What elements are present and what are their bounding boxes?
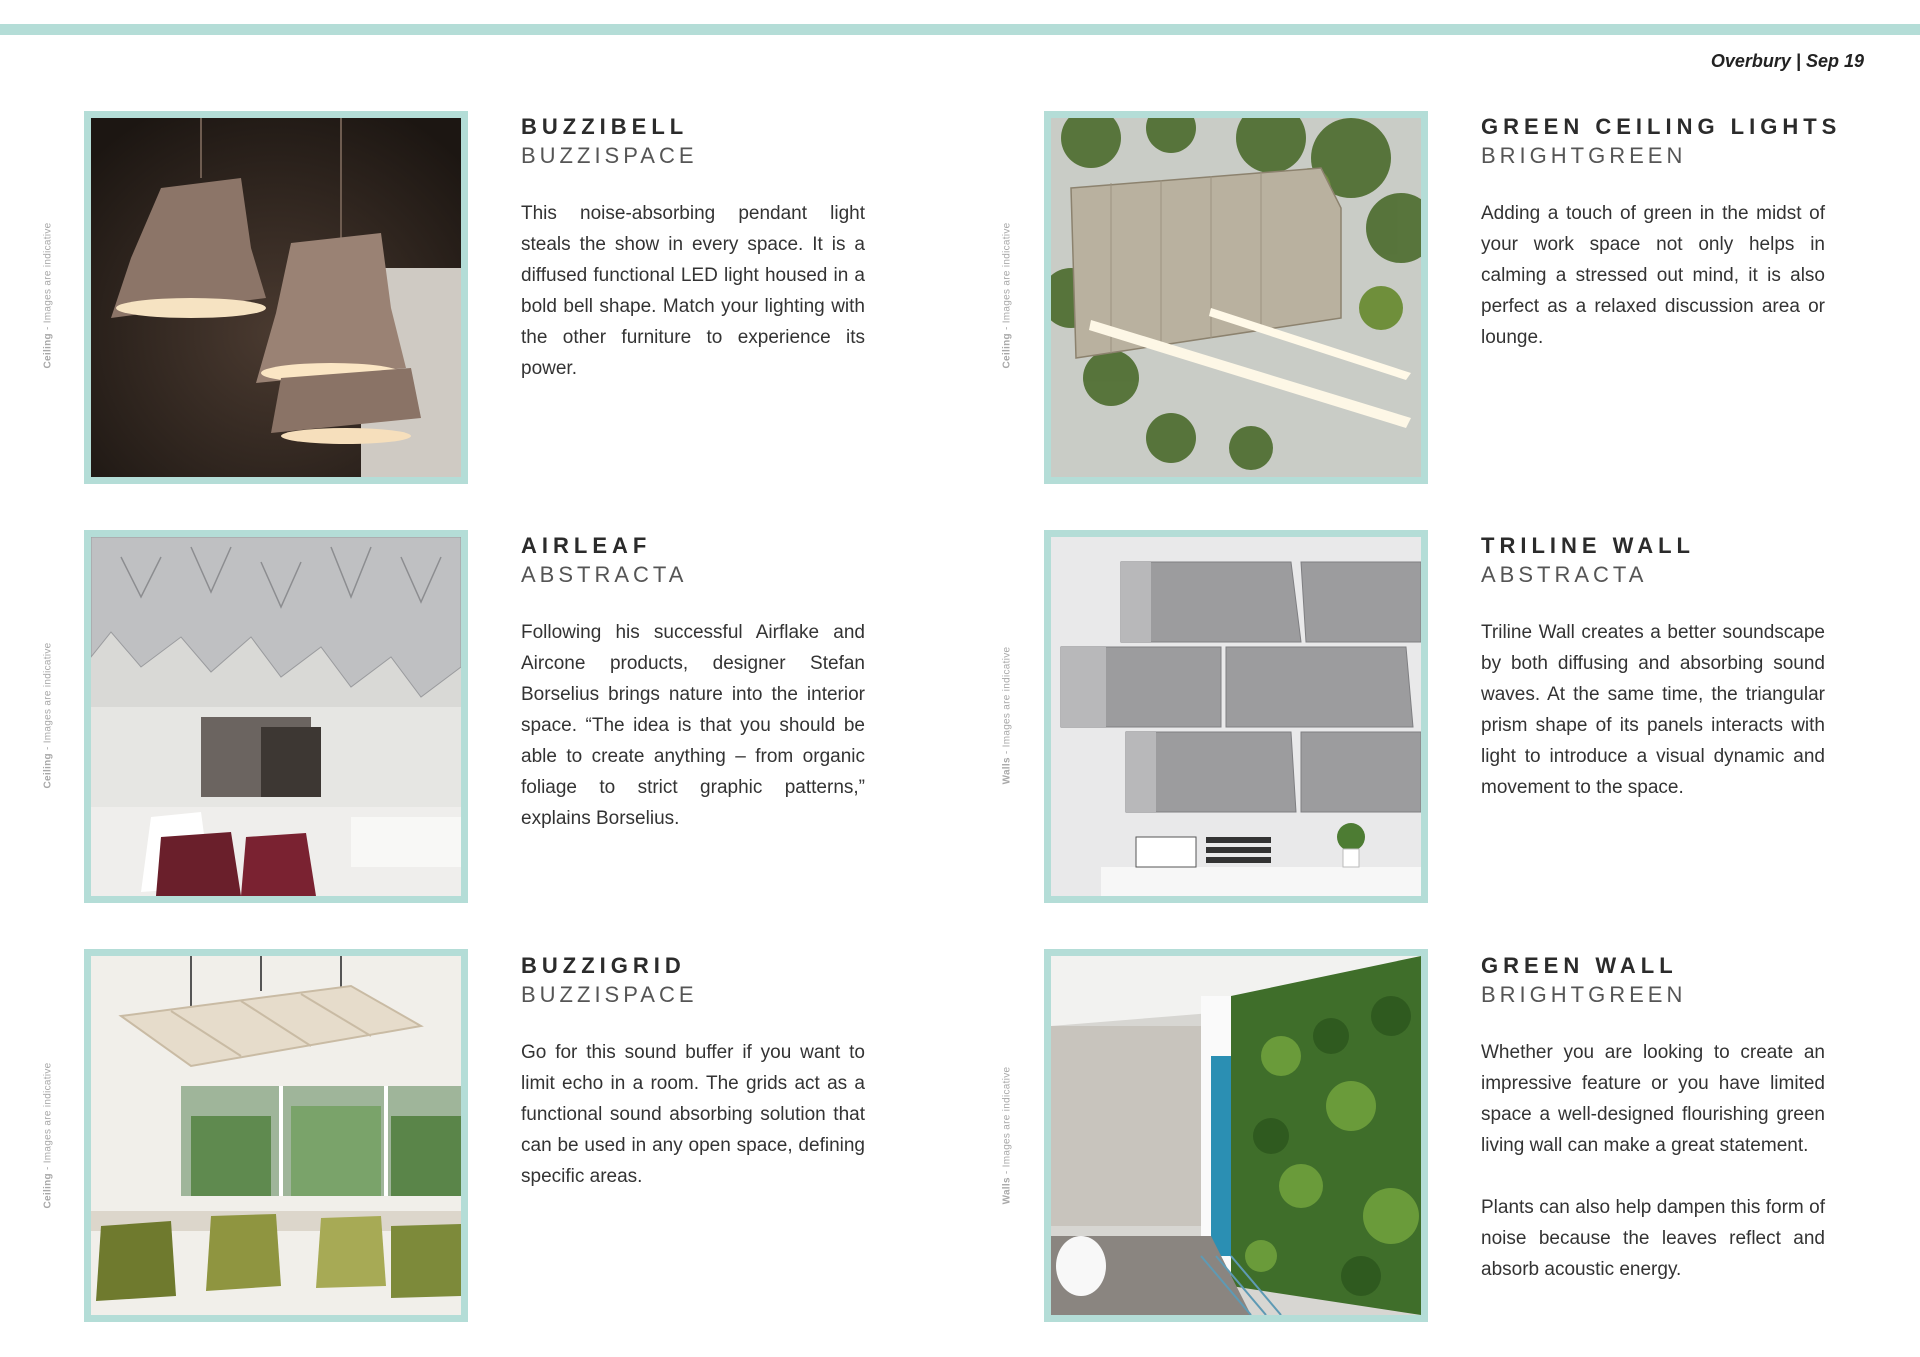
buzzibell-brand: BUZZISPACE	[521, 143, 698, 168]
header-brand	[1711, 51, 1864, 72]
side-label-airleaf: Ceiling - Images are indicative	[42, 642, 54, 789]
airleaf-title: AIRLEAF	[521, 533, 652, 558]
green-ceiling-lights-description	[1481, 198, 1825, 353]
green-ceiling-lights-image	[1044, 111, 1428, 484]
green-wall-paragraph-2: Plants can also help dampen this form of noise because the leaves reflect and absorb acoustic energy.	[1481, 1197, 1825, 1280]
side-label-triline-wall: Walls - Images are indicative	[1001, 646, 1013, 785]
green-wall-paragraph-1: Whether you are looking to create an impressive feature or you have limited space a well-designed flourishing green living wall can make a great statement.	[1481, 1042, 1825, 1156]
green-ceiling-lights-title: GREEN CEILING LIGHTS	[1481, 114, 1842, 139]
triline-wall-brand: ABSTRACTA	[1481, 562, 1648, 587]
airleaf-brand: ABSTRACTA	[521, 562, 688, 587]
buzzigrid-title: BUZZIGRID	[521, 953, 686, 978]
header-separator: |	[1795, 51, 1801, 71]
triline-wall-title: TRILINE WALL	[1481, 533, 1695, 558]
side-label-buzzibell: Ceiling - Images are indicative	[42, 222, 54, 369]
green-ceiling-lights-paragraph: Adding a touch of green in the midst of your work space not only helps in calming a stressed out mind, it is also perfect as a relaxed discussion area or lounge.	[1481, 203, 1825, 348]
header-date: Sep 19	[1805, 51, 1864, 71]
green-wall-title: GREEN WALL	[1481, 953, 1678, 978]
triline-wall-image	[1044, 530, 1428, 903]
side-label-buzzigrid: Ceiling - Images are indicative	[42, 1062, 54, 1209]
airleaf-image	[84, 530, 468, 903]
buzzigrid-image	[84, 949, 468, 1322]
buzzibell-image	[84, 111, 468, 484]
buzzigrid-brand: BUZZISPACE	[521, 982, 698, 1007]
airleaf-description	[521, 617, 865, 834]
header-company: Overbury	[1710, 51, 1791, 71]
top-accent-band	[0, 24, 1920, 35]
buzzigrid-paragraph: Go for this sound buffer if you want to limit echo in a room. The grids act as a functional sound absorbing solution that can be used in any open space, defining specific areas.	[521, 1042, 865, 1187]
side-label-green-wall: Walls - Images are indicative	[1001, 1066, 1013, 1205]
green-ceiling-lights-brand: BRIGHTGREEN	[1481, 143, 1687, 168]
airleaf-paragraph: Following his successful Airflake and Aircone products, designer Stefan Borselius brings nature into the interior space. “The idea is that you should be able to create anything – from organic foliage to strict graphic patterns,” explains Borselius.	[521, 622, 865, 829]
buzzigrid-description	[521, 1037, 865, 1192]
buzzibell-paragraph: This noise-absorbing pendant light steals the show in every space. It is a diffused functional LED light housed in a bold bell shape. Match your lighting with the other furniture to experience its power.	[521, 203, 865, 379]
green-wall-image	[1044, 949, 1428, 1322]
buzzibell-description	[521, 198, 865, 384]
side-label-green-ceiling-lights: Ceiling - Images are indicative	[1001, 222, 1013, 369]
green-wall-description	[1481, 1037, 1825, 1285]
buzzibell-title: BUZZIBELL	[521, 114, 689, 139]
triline-wall-paragraph: Triline Wall creates a better soundscape by both diffusing and absorbing sound waves. At the same time, the triangular prism shape of its panels interacts with light to introduce a visual dynamic and movement to the space.	[1481, 622, 1825, 798]
green-wall-brand: BRIGHTGREEN	[1481, 982, 1687, 1007]
triline-wall-description	[1481, 617, 1825, 803]
